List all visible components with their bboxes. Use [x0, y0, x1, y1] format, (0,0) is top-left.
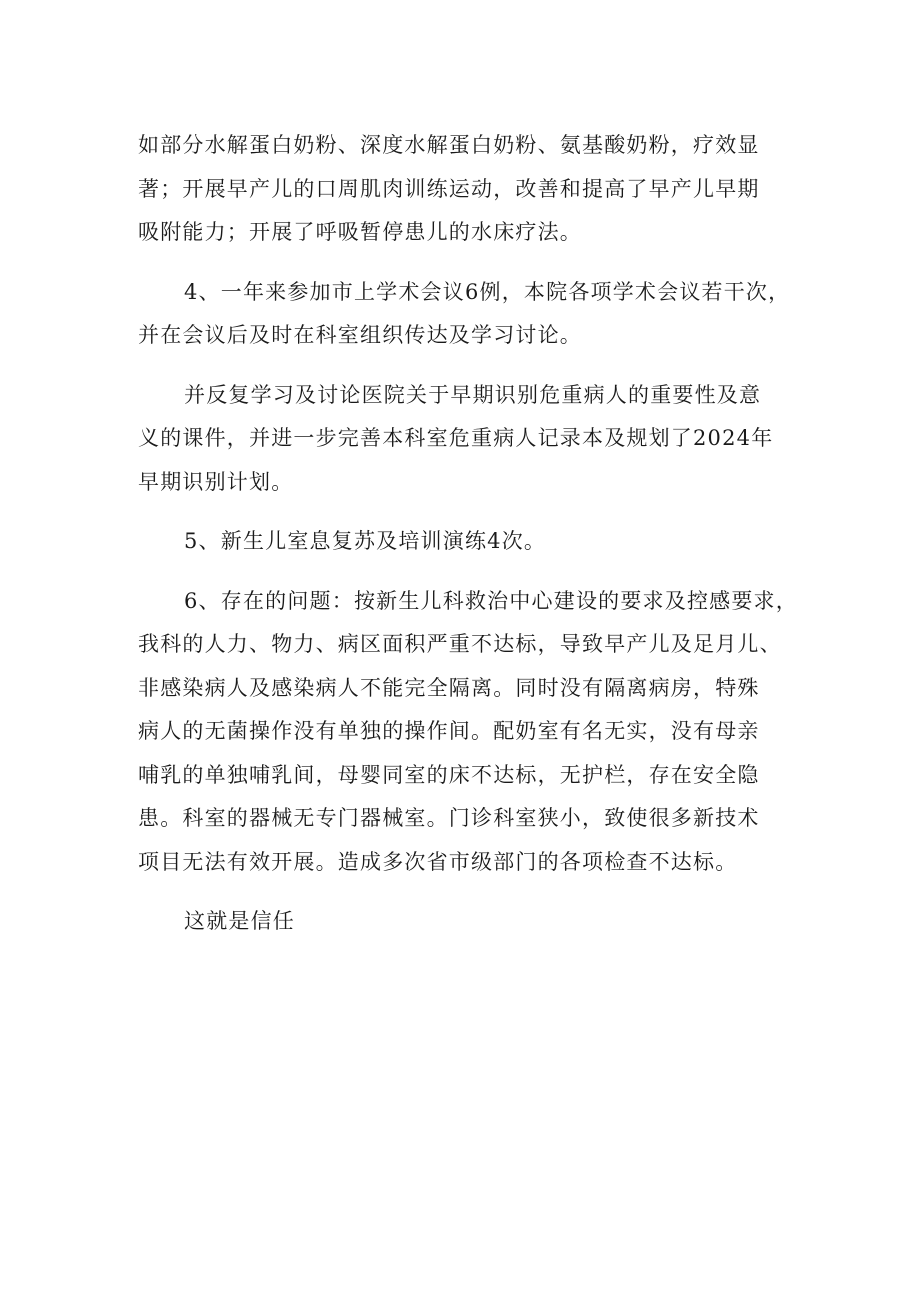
text-line: 并反复学习及讨论医院关于早期识别危重病人的重要性及意: [184, 382, 762, 407]
paragraph-item-4: [138, 271, 798, 358]
text-line: 这就是信任: [184, 909, 295, 933]
text-line: 4、一年来参加市上学术会议6例，本院各项学术会议若干次，: [184, 279, 791, 304]
paragraph-item-5: [138, 520, 798, 564]
text-line: 我科的人力、物力、病区面积严重不达标，导致早产儿及足月儿、: [138, 632, 782, 656]
document-body: [138, 124, 798, 944]
text-line: 早期识别计划。: [138, 469, 294, 494]
paragraph-treatment-continued: [138, 124, 798, 255]
text-line: 6、存在的问题：按新生儿科救治中心建设的要求及控感要求，: [184, 588, 798, 613]
text-line: 义的课件，并进一步完善本科室危重病人记录本及规划了2024年: [138, 426, 774, 450]
paragraph-item-6-problems: [138, 580, 798, 885]
text-line: 患。科室的器械无专门器械室。门诊科室狭小，致使很多新技术: [138, 806, 760, 830]
text-line: 5、新生儿室息复苏及培训演练4次。: [184, 529, 547, 553]
text-line: 并在会议后及时在科室组织传达及学习讨论。: [138, 323, 582, 347]
text-line: 吸附能力；开展了呼吸暂停患儿的水床疗法。: [138, 220, 582, 244]
text-line: 哺乳的单独哺乳间，母婴同室的床不达标，无护栏，存在安全隐: [138, 762, 760, 787]
text-line: 非感染病人及感染病人不能完全隔离。同时没有隔离病房，特殊: [138, 675, 760, 700]
paragraph-early-identification: [138, 374, 798, 505]
text-line: 病人的无菌操作没有单独的操作间。配奶室有名无实，没有母亲: [138, 719, 760, 743]
text-line: 如部分水解蛋白奶粉、深度水解蛋白奶粉、氨基酸奶粉，疗效显: [138, 133, 760, 157]
paragraph-closing: [138, 900, 798, 944]
text-line: 著；开展早产儿的口周肌肉训练运动，改善和提高了早产儿早期: [138, 176, 760, 201]
text-line: 项目无法有效开展。造成多次省市级部门的各项检查不达标。: [138, 849, 738, 874]
